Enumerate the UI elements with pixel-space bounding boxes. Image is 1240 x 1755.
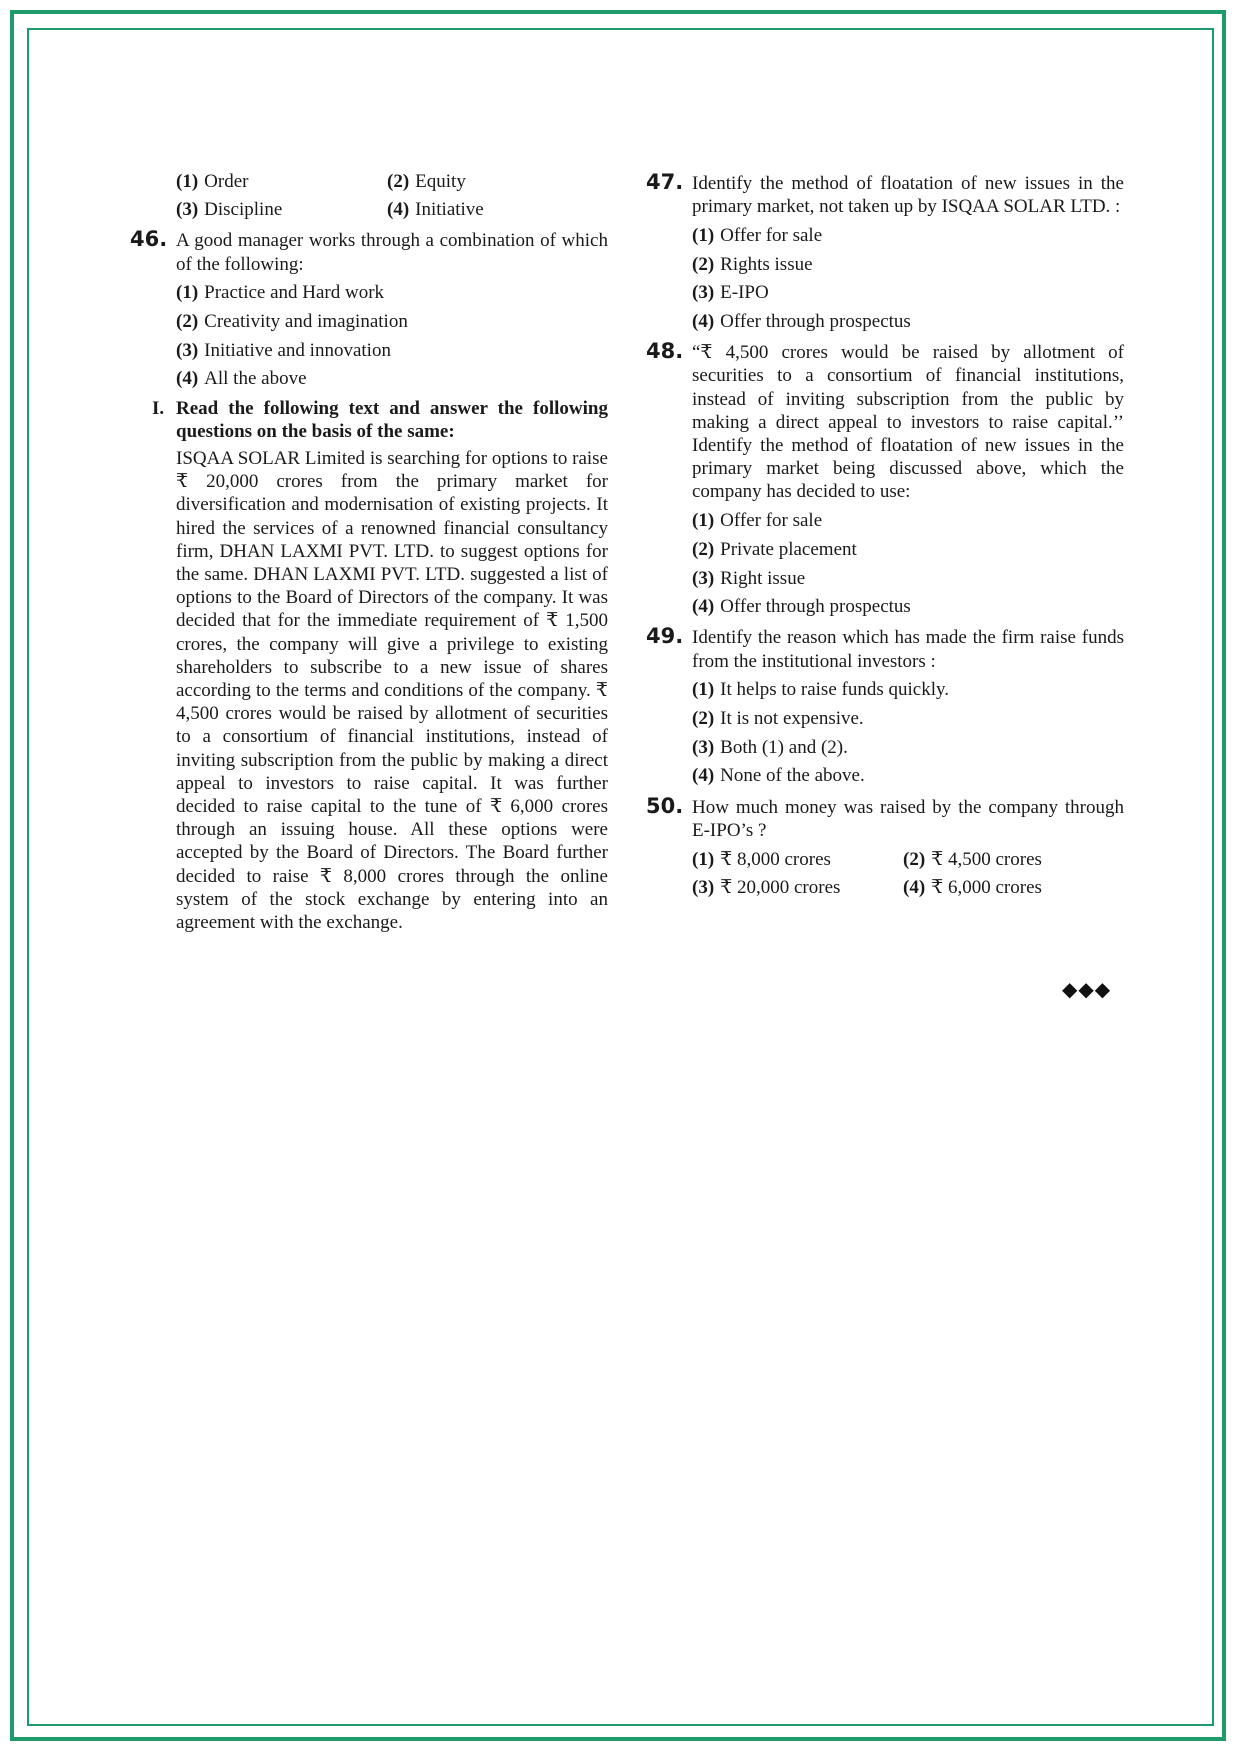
option: (3) Right issue — [692, 567, 806, 589]
left-column — [130, 170, 608, 934]
option: (1) Practice and Hard work — [176, 282, 385, 304]
question-text: “₹ 4,500 crores would be raised by allotment of securities to a consortium of financial institutions, instead of inviting subscription from the public by making a direct appeal to investors to raise capital.’’ Identify the method of floatation of new issues in the primary market being discussed above, which the company has decided to use: — [692, 342, 1124, 503]
case-passage — [130, 397, 608, 935]
option: (2) Private placement — [692, 538, 857, 560]
question-number: 48. — [646, 339, 684, 364]
option: (4) Offer through prospectus — [692, 311, 911, 333]
question-47 — [646, 172, 1124, 333]
option: (4) Initiative — [387, 199, 484, 221]
end-ornament-icon: ◆◆◆ — [1062, 977, 1112, 1001]
question-50 — [646, 793, 1124, 900]
question-number: 46. — [130, 227, 168, 252]
option: (2) Equity — [387, 171, 466, 192]
option: (4) Offer through prospectus — [692, 596, 911, 618]
question-number: 47. — [646, 170, 684, 194]
options-list — [692, 224, 1124, 333]
question-number: 50. — [646, 793, 684, 818]
question-text: A good manager works through a combination of which of the following: — [176, 230, 608, 275]
option: (1) Order — [176, 171, 249, 192]
passage-label: I. — [152, 397, 165, 419]
passage-heading: Read the following text and answer the following questions on the basis of the same: — [176, 397, 608, 442]
right-column — [646, 172, 1124, 899]
question-48 — [646, 341, 1124, 618]
question-49 — [646, 626, 1124, 787]
option: (1) It helps to raise funds quickly. — [692, 679, 949, 701]
option: (4) ₹ 6,000 crores — [903, 877, 1042, 899]
option: (1) Offer for sale — [692, 510, 823, 532]
option: (1) Offer for sale — [692, 224, 823, 246]
option: (3) Initiative and innovation — [176, 339, 391, 361]
option: (1) ₹ 8,000 crores — [692, 849, 831, 871]
option: (2) It is not expensive. — [692, 708, 864, 730]
question-text: Identify the reason which has made the firm raise funds from the institutional investors : — [692, 627, 1124, 672]
question-text: How much money was raised by the company through E-IPO’s ? — [692, 796, 1124, 841]
question-45-options — [130, 170, 608, 221]
option: (2) Creativity and imagination — [176, 311, 408, 333]
option: (3) Both (1) and (2). — [692, 736, 848, 758]
question-46 — [130, 229, 608, 390]
options-grid — [692, 848, 1124, 899]
options-list — [692, 678, 1124, 787]
question-text: Identify the method of floatation of new issues in the primary market, not taken up by ISQAA SOLAR LTD. : — [692, 173, 1124, 218]
question-number: 49. — [646, 624, 684, 649]
options-list — [176, 281, 608, 390]
option: (3) ₹ 20,000 crores — [692, 877, 841, 899]
option: (4) All the above — [176, 368, 307, 390]
option: (4) None of the above. — [692, 765, 865, 787]
option: (2) ₹ 4,500 crores — [903, 849, 1042, 871]
option: (3) Discipline — [176, 199, 283, 221]
options-list — [692, 509, 1124, 618]
passage-body: ISQAA SOLAR Limited is searching for options to raise ₹ 20,000 crores from the primary market for diversification and modernisation of existing projects. It hired the services of a renowned financial consultancy firm, DHAN LAXMI PVT. LTD. to suggest options for the same. DHAN LAXMI PVT. LTD. suggested a list of options to the Board of Directors of the company. It was decided that for the immediate requirement of ₹ 1,500 crores, the company will give a privilege to existing shareholders to subscribe to a new issue of shares according to the terms and conditions of the company. ₹ 4,500 crores would be raised by allotment of securities to a consortium of financial institutions, instead of inviting subscription from the public by making a direct appeal to investors to raise capital. It was further decided to raise capital to the tune of ₹ 6,000 crores through an issuing house. All these options were accepted by the Board of Directors. The Board further decided to raise ₹ 8,000 crores through the online system of the stock exchange by entering into an agreement with the exchange. — [176, 448, 608, 934]
option: (2) Rights issue — [692, 253, 813, 275]
option: (3) E-IPO — [692, 282, 769, 304]
